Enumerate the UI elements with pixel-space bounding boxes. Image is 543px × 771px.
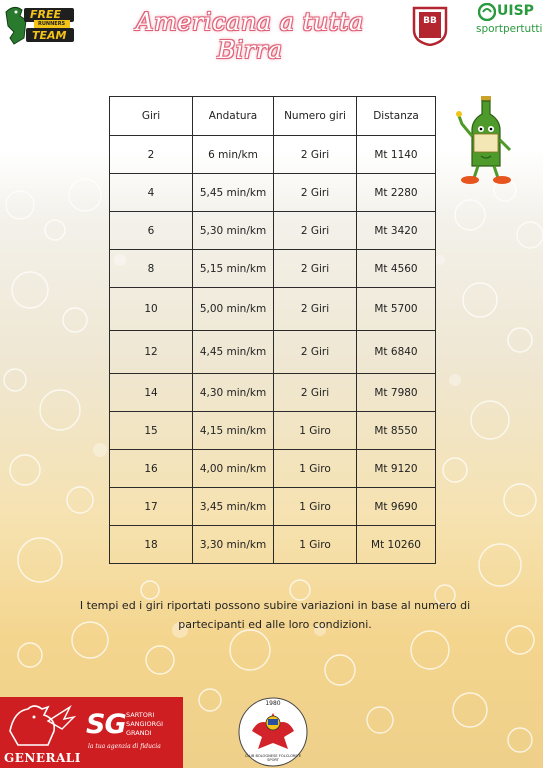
cell-giri: 8: [110, 250, 193, 288]
cell-numero-giri: 1 Giro: [274, 450, 357, 488]
cell-giri: 18: [110, 526, 193, 564]
bb-crest-logo: [410, 4, 450, 46]
cell-distanza: Mt 5700: [357, 288, 436, 331]
header-numero-giri: Numero giri: [274, 97, 357, 136]
note-line-2: partecipanti ed alle loro condizioni.: [178, 618, 372, 631]
uisp-tagline: sportpertutti: [476, 23, 543, 35]
table-row: [110, 331, 436, 374]
cell-distanza: Mt 10260: [357, 526, 436, 564]
sg-name-line-2: SANGIORGI: [126, 720, 164, 728]
table-row: [110, 136, 436, 174]
cell-numero-giri: 2 Giri: [274, 212, 357, 250]
cell-numero-giri: 2 Giri: [274, 250, 357, 288]
cell-numero-giri: 1 Giro: [274, 488, 357, 526]
table-row: [110, 288, 436, 331]
cell-distanza: Mt 4560: [357, 250, 436, 288]
table-row: [110, 412, 436, 450]
winged-lion-icon: [4, 701, 78, 751]
header-andatura: Andatura: [193, 97, 274, 136]
cell-numero-giri: 1 Giro: [274, 526, 357, 564]
pace-schedule-table: [109, 96, 436, 564]
cell-distanza: Mt 3420: [357, 212, 436, 250]
cell-numero-giri: 2 Giri: [274, 331, 357, 374]
cell-andatura: 5,00 min/km: [193, 288, 274, 331]
cell-andatura: 4,30 min/km: [193, 374, 274, 412]
cell-giri: 4: [110, 174, 193, 212]
table-row: [110, 374, 436, 412]
header-distanza: Distanza: [357, 97, 436, 136]
beer-bottle-mascot-icon: [456, 94, 516, 186]
club-badge: [238, 697, 308, 767]
cell-giri: 16: [110, 450, 193, 488]
page-title: Americana a tutta Birra: [136, 8, 364, 64]
cell-andatura: 4,45 min/km: [193, 331, 274, 374]
cell-numero-giri: 2 Giri: [274, 288, 357, 331]
sg-mark: SG: [86, 709, 126, 740]
cell-andatura: 6 min/km: [193, 136, 274, 174]
uisp-logo: [476, 2, 543, 40]
cell-numero-giri: 2 Giri: [274, 136, 357, 174]
cell-andatura: 4,15 min/km: [193, 412, 274, 450]
cell-andatura: 5,15 min/km: [193, 250, 274, 288]
cell-numero-giri: 2 Giri: [274, 174, 357, 212]
cell-numero-giri: 1 Giro: [274, 412, 357, 450]
cell-giri: 2: [110, 136, 193, 174]
uisp-brand: UISP: [497, 3, 534, 19]
header-giri: Giri: [110, 97, 193, 136]
note-line-1: I tempi ed i giri riportati possono subire variazioni in base al numero di: [79, 599, 471, 612]
uisp-mark-icon: [478, 3, 496, 21]
sg-tagline: la tua agenzia di fiducia: [88, 743, 161, 750]
logo-text-runners: RUNNERS: [38, 21, 66, 27]
generali-wordmark: GENERALI: [4, 751, 81, 765]
cell-andatura: 4,00 min/km: [193, 450, 274, 488]
table-row: [110, 212, 436, 250]
cell-andatura: 5,30 min/km: [193, 212, 274, 250]
logo-text-free: FREE: [30, 8, 62, 21]
cell-giri: 10: [110, 288, 193, 331]
variation-note: [60, 596, 490, 634]
table-row: [110, 250, 436, 288]
cell-distanza: Mt 9690: [357, 488, 436, 526]
cell-andatura: 3,45 min/km: [193, 488, 274, 526]
cell-distanza: Mt 9120: [357, 450, 436, 488]
generali-sponsor-block: [0, 697, 183, 768]
logo-text-team: TEAM: [32, 29, 67, 42]
table-row: [110, 450, 436, 488]
cell-giri: 17: [110, 488, 193, 526]
cell-giri: 14: [110, 374, 193, 412]
table-row: [110, 174, 436, 212]
cell-giri: 6: [110, 212, 193, 250]
cell-distanza: Mt 6840: [357, 331, 436, 374]
club-year: 1980: [265, 700, 281, 707]
table-header-row: [110, 97, 436, 136]
cell-giri: 15: [110, 412, 193, 450]
cell-distanza: Mt 8550: [357, 412, 436, 450]
cell-distanza: Mt 2280: [357, 174, 436, 212]
club-name: CLUB BOLOGNESE FOLCLORE E SPORT: [244, 754, 302, 762]
table-row: [110, 488, 436, 526]
free-runners-team-logo: [0, 2, 82, 46]
table-row: [110, 526, 436, 564]
cell-andatura: 5,45 min/km: [193, 174, 274, 212]
crest-letters: BB: [423, 16, 437, 26]
cell-numero-giri: 2 Giri: [274, 374, 357, 412]
cell-andatura: 3,30 min/km: [193, 526, 274, 564]
cell-distanza: Mt 1140: [357, 136, 436, 174]
sg-name-line-1: SARTORI: [126, 711, 155, 719]
cell-giri: 12: [110, 331, 193, 374]
sg-name-line-3: GRANDI: [126, 729, 152, 737]
cell-distanza: Mt 7980: [357, 374, 436, 412]
